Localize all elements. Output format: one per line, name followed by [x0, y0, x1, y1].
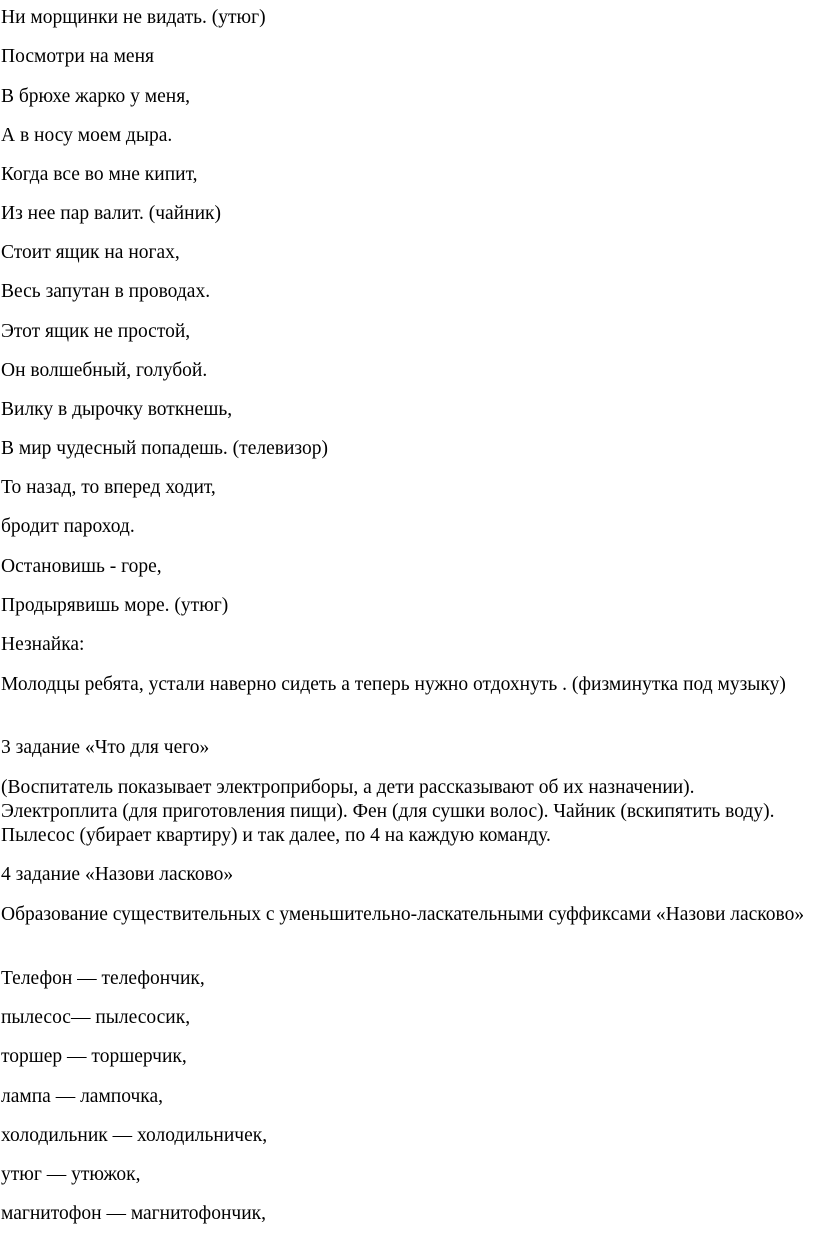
word-pair-4: лампа — лампочка,	[1, 1086, 163, 1107]
riddle-line-4: А в носу моем дыра.	[1, 125, 173, 146]
riddle-line-3: В брюхе жарко у меня,	[1, 86, 191, 107]
task-4-heading: 4 задание «Назови ласково»	[1, 864, 234, 885]
riddle-line-5: Когда все во мне кипит,	[1, 164, 198, 185]
task-3-heading: 3 задание «Что для чего»	[1, 737, 210, 758]
riddle-line-7: Стоит ящик на ногах,	[1, 242, 180, 263]
word-pair-1: Телефон — телефончик,	[1, 968, 205, 989]
riddle-line-14: бродит пароход.	[1, 516, 135, 537]
riddle-line-13: То назад, то вперед ходит,	[1, 477, 216, 498]
word-pair-6: утюг — утюжок,	[1, 1164, 141, 1185]
riddle-line-10: Он волшебный, голубой.	[1, 360, 208, 381]
riddle-line-2: Посмотри на меня	[1, 46, 154, 67]
word-pair-3: торшер — торшерчик,	[1, 1046, 187, 1067]
riddle-line-6: Из нее пар валит. (чайник)	[1, 203, 221, 224]
word-pair-7: магнитофон — магнитофончик,	[1, 1203, 266, 1224]
task-3-body: (Воспитатель показывает электроприборы, а дети рассказывают об их назначении). Электроплита (для приготовления пищи). Фен (для сушки волос). Чайник (вскипятить воду). Пылесос (убирает квартиру) и так далее, по 4 на каждую команду.	[1, 777, 775, 846]
riddle-line-15: Остановишь - горе,	[1, 556, 162, 577]
word-pair-2: пылесос— пылесосик,	[1, 1007, 191, 1028]
task-4-body: Образование существительных с уменьшительно-ласкательными суффиксами «Назови ласково»	[1, 904, 805, 925]
riddle-line-8: Весь запутан в проводах.	[1, 281, 211, 302]
speaker-text: Молодцы ребята, устали наверно сидеть а теперь нужно отдохнуть . (физминутка под музыку)	[1, 674, 786, 695]
riddle-line-1: Ни морщинки не видать. (утюг)	[1, 7, 266, 28]
riddle-line-11: Вилку в дырочку воткнешь,	[1, 399, 233, 420]
riddle-line-9: Этот ящик не простой,	[1, 321, 191, 342]
word-pair-5: холодильник — холодильничек,	[1, 1125, 268, 1146]
speaker-label: Незнайка:	[1, 634, 85, 655]
riddle-line-16: Продырявишь море. (утюг)	[1, 595, 229, 616]
riddle-line-12: В мир чудесный попадешь. (телевизор)	[1, 438, 328, 459]
